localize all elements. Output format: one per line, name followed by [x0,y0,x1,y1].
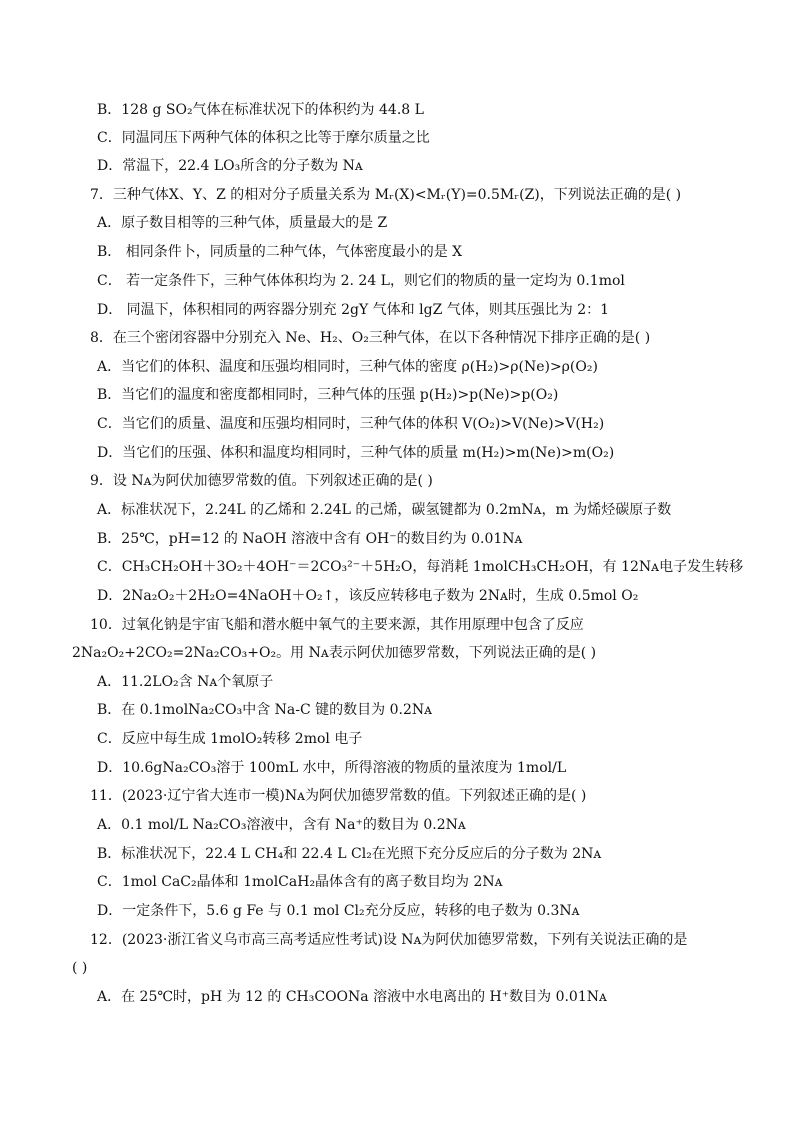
option-9d: D．2Na₂O₂＋2H₂O=4NaOH＋O₂↑，该反应转移电子数为 2Nᴀ时，生成 0.5mol O₂ [97,588,639,604]
option-10c: C．反应中每生成 1molO₂转移 2mol 电子 [97,731,363,747]
option-10d: D．10.6gNa₂CO₃溶于 100mL 水中，所得溶液的物质的量浓度为 1mol/L [97,760,567,776]
question-11: 11．(2023·辽宁省大连市一模)Nᴀ为阿伏加德罗常数的值。下列叙述正确的是( ) [90,788,587,804]
option-7b: B． 相同条件卜，同质量的二种气体，气体密度最小的是 X [97,244,463,260]
option-7d: D． 同温下，体积相同的两容器分别充 2gY 气体和 lgZ 气体，则其压强比为 2：1 [97,302,610,318]
question-12: 12．(2023·浙江省义乌市高三高考适应性考试)设 Nᴀ为阿伏加德罗常数，下列有关说法正确的是 [90,932,688,948]
option-7a: A．原子数目相等的三种气体，质量最大的是 Z [97,215,388,231]
option-9b: B．25℃，pH=12 的 NaOH 溶液中含有 OH⁻的数目约为 0.01Nᴀ [97,531,523,547]
option-10b: B．在 0.1molNa₂CO₃中含 Na-C 键的数目为 0.2Nᴀ [97,702,433,718]
option-7c: C． 若一定条件下，三种气体体积均为 2. 24 L，则它们的物质的量一定均为 0.1mol [97,273,625,289]
option-11d: D．一定条件下，5.6 g Fe 与 0.1 mol Cl₂充分反应，转移的电子数为 0.3Nᴀ [97,903,580,919]
option-11b: B．标准状况下，22.4 L CH₄和 22.4 L Cl₂在光照下充分反应后的分子数为 2Nᴀ [97,846,602,862]
option-10a: A．11.2LO₂含 Nᴀ个氧原子 [97,674,274,690]
option-8b: B．当它们的温度和密度都相同时，三种气体的压强 p(H₂)>p(Ne)>p(O₂) [97,387,559,403]
option-11a: A．0.1 mol/L Na₂CO₃溶液中，含有 Na⁺的数目为 0.2Nᴀ [97,817,466,833]
option-11c: C．1mol CaC₂晶体和 1molCaH₂晶体含有的离子数目均为 2Nᴀ [97,874,503,890]
option-9a: A．标准状况下，2.24L 的乙烯和 2.24L 的己烯，碳氢键都为 0.2mNᴀ，m 为烯烃碳原子数 [97,502,672,518]
option-12a: A．在 25℃时，pH 为 12 的 CH₃COONa 溶液中水电离出的 H⁺数目为 0.01Nᴀ [97,989,607,1005]
question-12-answer-blank: ( ) [72,960,88,976]
question-8: 8．在三个密闭容器中分别充入 Ne、H₂、O₂三种气体，在以下各种情况下排序正确的是( ) [90,330,651,346]
question-10: 10．过氧化钠是宇宙飞船和潜水艇中氧气的主要来源，其作用原理中包含了反应 [90,617,584,633]
option-8d: D．当它们的压强、体积和温度均相同时，三种气体的质量 m(H₂)>m(Ne)>m(O₂) [97,445,615,461]
question-10-continued: 2Na₂O₂+2CO₂=2Na₂CO₃+O₂。用 Nᴀ表示阿伏加德罗常数，下列说法正确的是( ) [72,645,597,661]
question-9: 9．设 Nᴀ为阿伏加德罗常数的值。下列叙述正确的是( ) [90,473,433,489]
option-6b: B．128 g SO₂气体在标准状况下的体积约为 44.8 L [97,102,424,118]
option-6d: D．常温下，22.4 LO₃所含的分子数为 Nᴀ [97,158,363,174]
option-8c: C．当它们的质量、温度和压强均相同时，三种气体的体积 V(O₂)>V(Ne)>V(H₂) [97,416,605,432]
question-7: 7．三种气体X、Y、Z 的相对分子质量关系为 Mᵣ(X)<Mᵣ(Y)=0.5Mᵣ(Z)，下列说法正确的是( ) [90,187,682,203]
option-9c: C．CH₃CH₂OH＋3O₂＋4OH⁻＝2CO₃²⁻＋5H₂O，每消耗 1molCH₃CH₂OH，有 12Nᴀ电子发生转移 [97,559,744,575]
option-6c: C．同温同压下两种气体的体积之比等于摩尔质量之比 [97,130,430,146]
option-8a: A．当它们的体积、温度和压强均相同时，三种气体的密度 ρ(H₂)>ρ(Ne)>ρ(O₂) [97,359,598,375]
